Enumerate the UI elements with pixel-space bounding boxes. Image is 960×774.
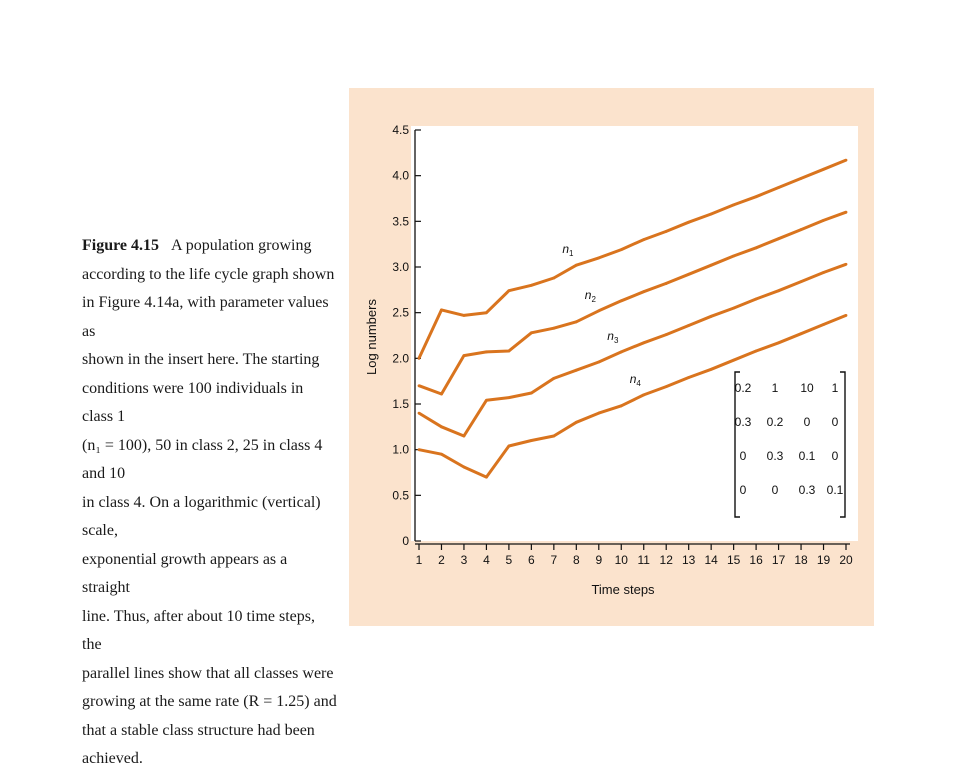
data-point	[485, 351, 488, 354]
data-point	[800, 228, 803, 231]
figure-caption	[82, 232, 337, 774]
x-tick-label: 2	[438, 553, 445, 567]
caption-line: in class 4. On a logarithmic (vertical) scale,	[82, 493, 321, 539]
series-label-subscript: 3	[613, 335, 619, 345]
data-point	[507, 350, 510, 353]
data-point	[687, 324, 690, 327]
caption-line: (n₁ = 100), 50 in class 2, 25 in class 4 and 10	[82, 436, 323, 482]
data-point	[732, 359, 735, 362]
x-tick-label: 3	[460, 553, 468, 567]
matrix-cell: 0	[831, 415, 839, 429]
series-label-subscript: 1	[569, 249, 574, 259]
x-tick-label: 8	[572, 553, 580, 567]
plot-area	[411, 126, 858, 541]
matrix-cell: 10	[800, 381, 814, 395]
data-point	[710, 368, 713, 371]
data-point	[732, 255, 735, 258]
x-tick-label: 4	[483, 553, 490, 567]
x-tick-label: 17	[771, 553, 786, 567]
data-point	[732, 203, 735, 206]
data-point	[665, 230, 668, 233]
data-point	[777, 341, 780, 344]
x-tick-label: 7	[550, 553, 558, 567]
data-point	[777, 237, 780, 240]
matrix-cell: 0	[739, 449, 747, 463]
y-tick-label: 0	[402, 534, 409, 548]
caption-line: parallel lines show that all classes were	[82, 664, 334, 682]
data-point	[755, 246, 758, 249]
data-point	[822, 271, 825, 274]
data-point	[418, 357, 421, 360]
data-point	[463, 314, 466, 317]
matrix-cell: 0.3	[798, 483, 816, 497]
line-chart	[349, 88, 874, 626]
caption-line: line. Thus, after about 10 time steps, the	[82, 607, 315, 653]
data-point	[418, 448, 421, 451]
data-point	[440, 393, 443, 396]
data-point	[575, 369, 578, 372]
data-point	[665, 333, 668, 336]
matrix-cell: 0.1	[798, 449, 816, 463]
data-point	[418, 412, 421, 415]
data-point	[687, 273, 690, 276]
caption-line: exponential growth appears as a straight	[82, 550, 288, 596]
series-label-n1: $n_1$	[562, 242, 574, 259]
data-point	[575, 264, 578, 267]
data-point	[440, 425, 443, 428]
x-tick-label: 1	[415, 553, 423, 567]
data-point	[620, 351, 623, 354]
data-point	[575, 320, 578, 323]
matrix-cell: 0	[771, 483, 779, 497]
caption-line: growing at the same rate (R = 1.25) and	[82, 693, 337, 710]
caption-line: conditions were 100 individuals in class 1	[82, 379, 304, 425]
caption-line: according to the life cycle graph shown	[82, 265, 335, 283]
data-point	[530, 331, 533, 334]
data-point	[620, 404, 623, 407]
y-tick-label: 1.0	[392, 442, 409, 457]
data-point	[507, 396, 510, 399]
matrix-cell: 0.2	[734, 381, 752, 395]
data-point	[440, 309, 443, 312]
data-point	[620, 299, 623, 302]
y-tick-label: 2.5	[392, 305, 409, 320]
data-point	[710, 264, 713, 267]
data-point	[642, 341, 645, 344]
matrix-cell: 0	[739, 483, 747, 497]
data-point	[530, 439, 533, 442]
data-point	[755, 350, 758, 353]
data-point	[665, 385, 668, 388]
data-point	[800, 332, 803, 335]
data-point	[507, 445, 510, 448]
caption-line: shown in the insert here. The starting	[82, 351, 320, 368]
data-point	[597, 361, 600, 364]
y-tick-label: 1.5	[392, 397, 409, 411]
x-tick-label: 19	[816, 553, 831, 567]
data-point	[642, 238, 645, 241]
x-tick-label: 14	[704, 553, 718, 567]
data-point	[800, 280, 803, 283]
data-point	[507, 289, 510, 292]
caption-line: that a stable class structure had been	[82, 721, 315, 739]
matrix-cell: 0.1	[826, 483, 844, 497]
series-label-n2: $n_2$	[584, 287, 596, 304]
data-point	[687, 376, 690, 379]
data-point	[620, 248, 623, 251]
data-point	[822, 323, 825, 326]
data-point	[710, 213, 713, 216]
data-point	[777, 186, 780, 189]
data-point	[845, 314, 848, 317]
data-point	[845, 159, 848, 162]
series-label-n3: $n_3$	[607, 328, 619, 345]
matrix-cell: 0	[831, 449, 839, 463]
data-point	[642, 393, 645, 396]
data-point	[845, 211, 848, 214]
data-point	[463, 354, 466, 357]
data-point	[777, 289, 780, 292]
data-point	[418, 384, 421, 387]
data-point	[665, 282, 668, 285]
x-tick-label: 20	[839, 553, 853, 567]
data-point	[845, 263, 848, 266]
x-tick-label: 12	[659, 553, 673, 567]
data-point	[710, 315, 713, 318]
x-tick-label: 5	[505, 553, 513, 567]
x-tick-label: 15	[726, 553, 741, 567]
data-point	[597, 412, 600, 415]
data-point	[485, 311, 488, 314]
data-point	[485, 476, 488, 479]
y-tick-label: 2.0	[392, 351, 409, 366]
y-axis-title: Log numbers	[364, 299, 379, 375]
data-point	[530, 392, 533, 395]
caption-line: achieved.	[82, 750, 143, 767]
matrix-cell: 0.3	[766, 449, 784, 463]
y-tick-label: 4.0	[392, 168, 409, 183]
series-label-subscript: 2	[591, 294, 596, 304]
data-point	[485, 399, 488, 402]
matrix-cell: 0.3	[734, 415, 752, 429]
y-tick-label: 3.0	[392, 260, 409, 274]
data-point	[642, 290, 645, 293]
data-point	[463, 435, 466, 438]
matrix-cell: 1	[831, 381, 839, 395]
data-point	[822, 219, 825, 222]
matrix-cell: 0.2	[766, 415, 784, 429]
data-point	[597, 309, 600, 312]
data-point	[552, 327, 555, 330]
data-point	[597, 256, 600, 259]
data-point	[755, 298, 758, 301]
x-tick-label: 11	[637, 553, 650, 567]
data-point	[552, 377, 555, 380]
series-label-n4: $n_4$	[629, 371, 641, 388]
data-point	[463, 466, 466, 469]
y-tick-label: 4.5	[392, 123, 409, 137]
data-point	[440, 453, 443, 456]
x-tick-label: 9	[595, 553, 603, 567]
x-tick-label: 16	[749, 553, 763, 567]
data-point	[822, 168, 825, 171]
x-tick-label: 6	[528, 553, 535, 567]
caption-line: in Figure 4.14a, with parameter values as	[82, 294, 329, 340]
caption-line: A population growing	[171, 237, 312, 254]
x-tick-label: 13	[682, 553, 696, 567]
y-tick-label: 0.5	[392, 488, 409, 503]
x-axis-title: Time steps	[591, 582, 655, 597]
matrix-cell: 0	[803, 415, 811, 429]
data-point	[530, 284, 533, 287]
figure-panel	[349, 88, 874, 626]
matrix-cell: 1	[771, 381, 779, 395]
x-tick-label: 10	[614, 553, 628, 567]
series-label-subscript: 4	[636, 378, 641, 388]
data-point	[755, 195, 758, 198]
y-tick-label: 3.5	[392, 214, 409, 229]
x-axis	[415, 544, 853, 567]
data-point	[800, 177, 803, 180]
figure-label: Figure 4.15	[82, 237, 160, 254]
data-point	[687, 221, 690, 224]
data-point	[575, 421, 578, 424]
data-point	[552, 435, 555, 438]
data-point	[732, 307, 735, 310]
x-tick-label: 18	[794, 553, 808, 567]
data-point	[552, 277, 555, 280]
